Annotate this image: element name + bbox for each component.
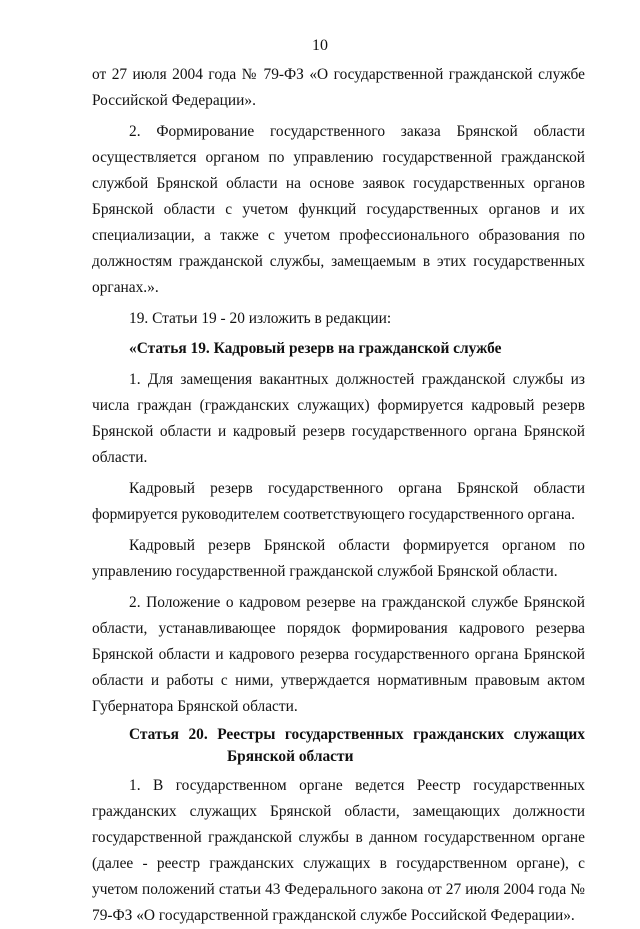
paragraph-point-2: 2. Формирование государственного заказа Брянской области осуществляется органом по управлению государственной гражданской службой Брянской области на основе заявок государственных органов Брянской области с учетом функций государственных органов и их специализации, а также с учетом профессионального образования по должностям гражданской службы, замещаемым в этих государственных органах.». bbox=[92, 123, 585, 296]
page-number: 10 bbox=[312, 37, 328, 54]
paragraph-item-19: 19. Статьи 19 - 20 изложить в редакции: bbox=[129, 310, 392, 327]
article-20-heading-cont: Брянской области bbox=[227, 748, 354, 765]
article-20-heading: Статья 20. Реестры государственных гражданских служащих bbox=[129, 726, 585, 743]
article-19-reserve-region: Кадровый резерв Брянской области формируется органом по управлению государственной гражданской службой Брянской области. bbox=[92, 537, 585, 580]
article-19-point-2: 2. Положение о кадровом резерве на гражданской службе Брянской области, устанавливающее порядок формирования кадрового резерва Брянской области и кадрового резерва государственного органа Брянской области и работы с ними, утверждается нормативным правовым актом Губернатора Брянской области. bbox=[92, 594, 585, 715]
paragraph-continuation: от 27 июля 2004 года № 79-ФЗ «О государственной гражданской службе Российской Федерации». bbox=[92, 66, 585, 109]
article-20-point-1: 1. В государственном органе ведется Реестр государственных гражданских служащих Брянской области, замещающих должности государственной гражданской службы в данном государственном органе (далее - реестр гражданских служащих в государственном органе), с учетом положений статьи 43 Федерального закона от 27 июля 2004 года № 79-ФЗ «О государственной гражданской службе Российской Федерации». bbox=[92, 777, 585, 924]
article-19-heading: «Статья 19. Кадровый резерв на гражданской службе bbox=[129, 340, 502, 357]
document-body bbox=[92, 62, 585, 929]
article-19-reserve-organ: Кадровый резерв государственного органа Брянской области формируется руководителем соответствующего государственного органа. bbox=[92, 480, 585, 523]
article-19-point-1: 1. Для замещения вакантных должностей гражданской службы из числа граждан (гражданских служащих) формируется кадровый резерв Брянской области и кадровый резерв государственного органа Брянской области. bbox=[92, 371, 585, 466]
